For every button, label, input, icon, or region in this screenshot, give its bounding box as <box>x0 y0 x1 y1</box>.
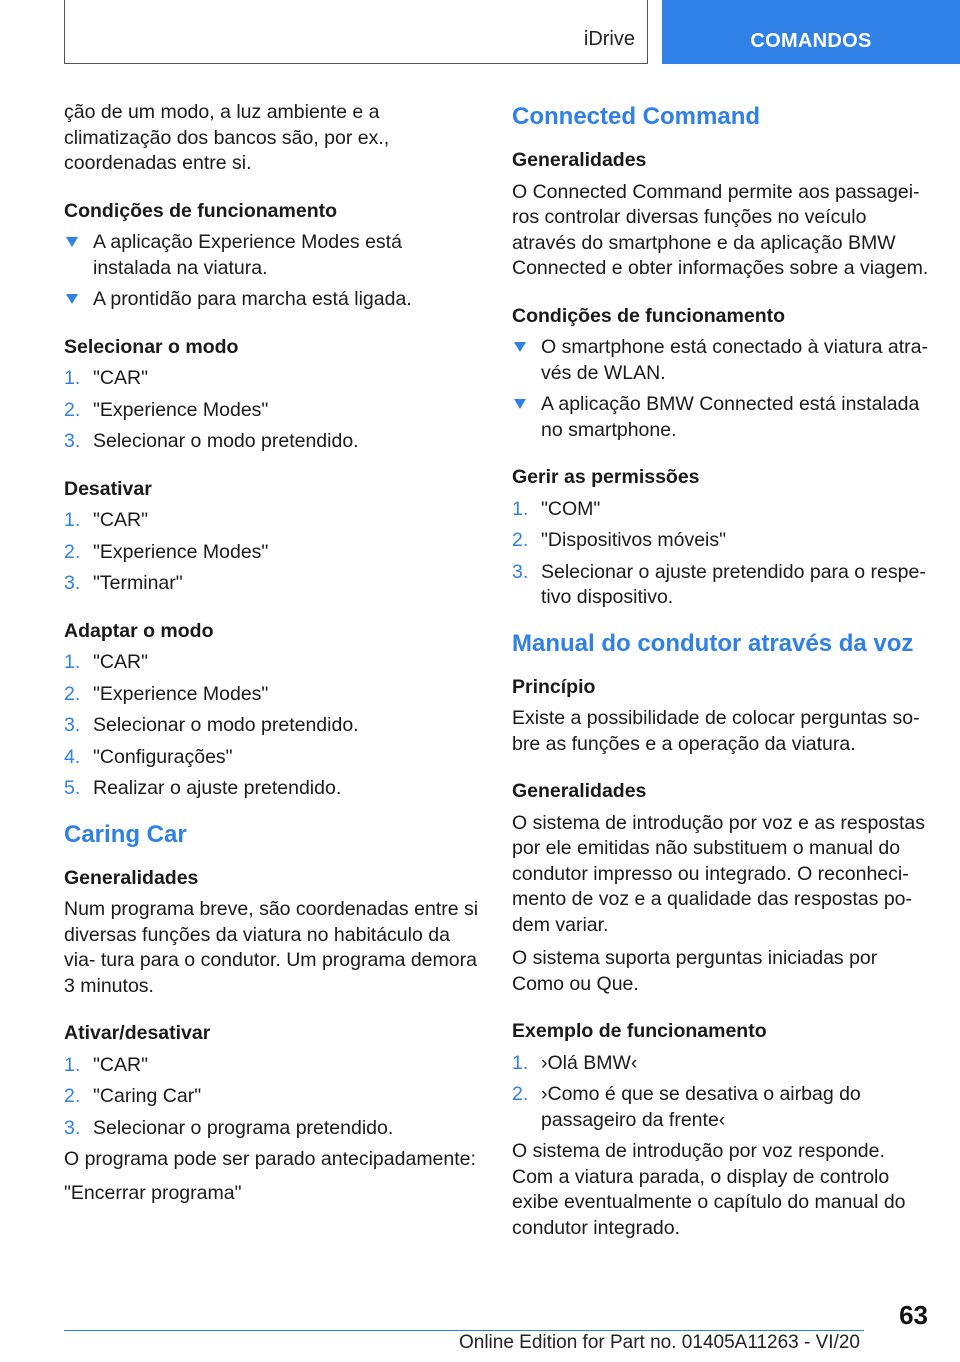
caring-end-label: "Encerrar programa" <box>64 1181 242 1204</box>
caring-activate-steps <box>64 1053 484 1142</box>
list-item: 3. Selecionar o modo pretendido. <box>64 714 359 736</box>
triangle-bullet-icon <box>514 342 526 352</box>
page-number: 63 <box>899 1300 928 1330</box>
list-item: 4. "Configurações" <box>64 745 233 768</box>
voice-general-text-2: O sistema suporta perguntas iniciadas por Como ou Que. <box>512 947 878 995</box>
list-item: 2. "Experience Modes" <box>64 682 269 705</box>
intro-text: ção de um modo, a luz ambiente e a climatização dos bancos são, por ex., coordenadas entre si. <box>64 101 390 174</box>
cc-general-title: Generalidades <box>512 149 647 171</box>
conditions-title: Condições de funcionamento <box>64 199 338 222</box>
adapt-mode-steps <box>64 650 484 802</box>
list-item: A aplicação BMW Connected está instalada no smartphone. <box>512 392 930 443</box>
connected-command-heading: Connected Command <box>512 103 761 130</box>
header-box <box>64 0 648 64</box>
voice-example-text: O sistema de introdução por voz responde. Com a viatura parada, o display de controlo exibe eventualmente o capítulo do manual do condutor integrado. <box>512 1140 906 1239</box>
list-item: 3. Selecionar o ajuste pretendido para o respe- tivo dispositivo. <box>512 560 926 608</box>
list-item: 2. "Experience Modes" <box>64 540 269 563</box>
deactivate-title: Desativar <box>64 477 152 500</box>
list-item: 2. "Experience Modes" <box>64 398 269 421</box>
cc-conditions-title: Condições de funcionamento <box>512 304 786 327</box>
cc-general-text: O Connected Command permite aos passagei- ros controlar diversas funções no veículo através do smartphone e da aplicação BMW Connected e obter informações sobre a viagem. <box>512 180 929 279</box>
voice-principle-title: Princípio <box>512 675 596 698</box>
cc-permissions-steps <box>512 497 930 611</box>
voice-principle-text: Existe a possibilidade de colocar perguntas so- bre as funções e a operação da viatura. <box>512 707 920 755</box>
adapt-mode-title: Adaptar o modo <box>64 619 214 642</box>
list-item: 2. "Caring Car" <box>64 1085 202 1107</box>
list-item: 3. Selecionar o modo pretendido. <box>64 430 359 452</box>
triangle-bullet-icon <box>66 237 78 247</box>
voice-general-text-1: O sistema de introdução por voz e as respostas por ele emitidas não substituem o manual do condutor impresso ou integrado. O reconheci- mento de voz e a qualidade das respostas po- dem variar. <box>512 811 925 936</box>
caring-car-heading: Caring Car <box>64 820 187 848</box>
list-item: 5. Realizar o ajuste pretendido. <box>64 777 342 799</box>
triangle-bullet-icon <box>66 294 78 304</box>
list-item: 1. "CAR" <box>64 1053 149 1076</box>
list-item: 1. "CAR" <box>64 651 149 673</box>
footer-divider <box>64 1330 864 1331</box>
list-item: 3. "Terminar" <box>64 572 183 594</box>
caring-general-title: Generalidades <box>64 866 199 889</box>
list-item: O smartphone está conectado à viatura atra- vés de WLAN. <box>512 335 930 386</box>
list-item: 1. "CAR" <box>64 367 149 389</box>
select-mode-title: Selecionar o modo <box>64 335 239 358</box>
voice-manual-heading: Manual do condutor através da voz <box>512 629 914 657</box>
triangle-bullet-icon <box>514 399 526 409</box>
left-column <box>64 100 484 1214</box>
voice-example-steps <box>512 1051 930 1134</box>
select-mode-steps <box>64 366 484 455</box>
list-item: 1. "CAR" <box>64 509 149 531</box>
caring-note: O programa pode ser parado antecipadamente: <box>64 1148 476 1170</box>
list-item: 3. Selecionar o programa pretendido. <box>64 1116 394 1139</box>
deactivate-steps <box>64 508 484 597</box>
list-item: 1. ›Olá BMW‹ <box>512 1051 638 1074</box>
cc-permissions-title: Gerir as permissões <box>512 466 700 488</box>
list-item: A aplicação Experience Modes está instalada na viatura. <box>64 230 484 281</box>
list-item: 2. ›Como é que se desativa o airbag do passageiro da frente‹ <box>512 1083 861 1131</box>
voice-general-title: Generalidades <box>512 780 647 802</box>
conditions-list <box>64 230 484 313</box>
voice-example-title: Exemplo de funcionamento <box>512 1020 767 1042</box>
list-item: A prontidão para marcha está ligada. <box>64 287 484 313</box>
cc-conditions-list <box>512 335 930 443</box>
caring-activate-title: Ativar/desativar <box>64 1022 211 1044</box>
section-label: iDrive <box>583 28 635 50</box>
right-column <box>512 100 930 1249</box>
chapter-tab: COMANDOS <box>662 0 960 64</box>
caring-general-text: Num programa breve, são coordenadas entre si diversas funções da viatura no habitáculo da via- tura para o condutor. Um programa demora 3 minutos. <box>64 898 479 997</box>
edition-text: Online Edition for Part no. 01405A11263 - VI/20 <box>458 1332 860 1353</box>
list-item: 1. "COM" <box>512 497 601 520</box>
list-item: 2. "Dispositivos móveis" <box>512 529 727 551</box>
